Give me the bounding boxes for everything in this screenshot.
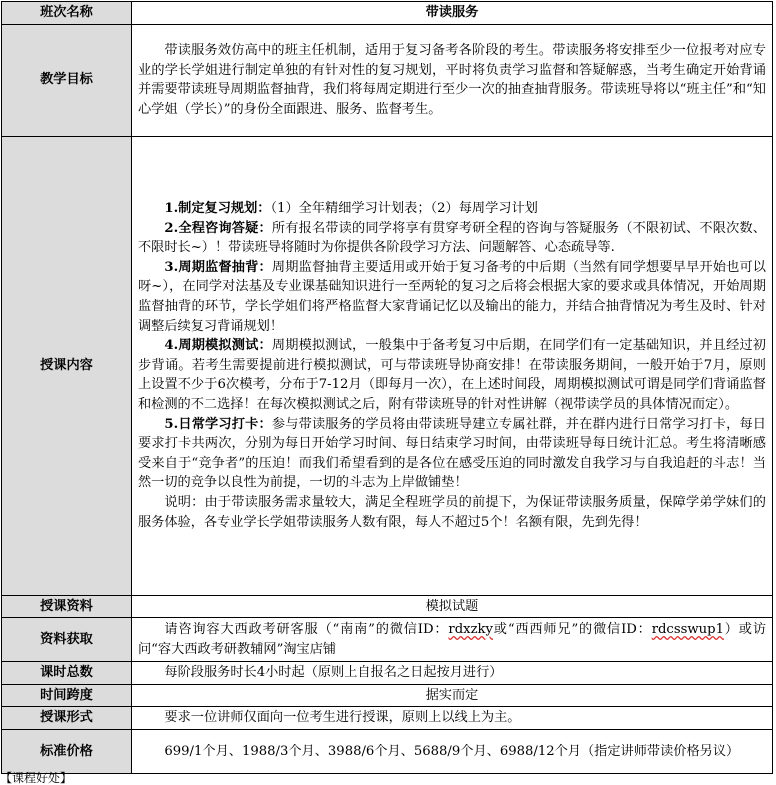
hours-label: 课时总数	[2, 662, 132, 685]
span-row	[2, 684, 773, 707]
materials-label: 授课资料	[2, 595, 132, 618]
content-cell	[132, 136, 773, 595]
span-value: 据实而定	[132, 684, 773, 707]
content-item-3-body: 周期监督抽背主要适用或开始于复习备考的中后期（当然有同学想要早早开始也可以呀~），在同学对法基及专业课基础知识进行一至两轮的复习之后将会根据大家的要求或具体情况，开始周期监督抽背的环节，学长学姐们将严格监督大家背诵记忆以及输出的能力，并结合抽背情况为考生及时、针对调整后续复习背诵规划！	[138, 259, 766, 334]
price-row	[2, 729, 773, 773]
content-row	[2, 136, 773, 595]
format-cell	[132, 707, 773, 730]
content-item-1-title: 1.制定复习规划：	[164, 201, 271, 217]
content-item-2-body: 所有报名带读的同学将享有贯穿考研全程的咨询与答疑服务（不限初试、不限次数、不限时长~）！带读班导将随时为你提供各阶段学习方法、问题解答、心态疏导等.	[138, 220, 766, 256]
access-text	[138, 620, 766, 659]
content-note: 说明：由于带读服务需求量较大，满足全程班学员的前提下，为保证带读服务质量，保障学弟学妹们的服务体验，各专业学长学姐带读服务人数有限，每人不超过5个！名额有限，先到先得！	[138, 494, 766, 530]
span-label: 时间跨度	[2, 684, 132, 707]
materials-row	[2, 595, 773, 618]
price-cell	[132, 729, 773, 773]
goal-cell	[132, 24, 773, 136]
content-item-4-body: 周期模拟测试，一般集中于备考复习中后期，在同学们有一定基础知识，并且经过初步背诵。若考生需要提前进行模拟测试，可与带读班导协商安排！在带读服务期间，一般开始于7月，原则上设置不少于6次模考，分布于7-12月（即每月一次），在上述时间段，周期模拟测试可谓是同学们背诵监督和检测的不二选择！在每次模拟测试之后，附有带读班导的针对性讲解（视带读学员的具体情况而定）。	[138, 338, 766, 412]
format-value: 要求一位讲师仅面向一位考生进行授课，原则上以线上为主。	[164, 710, 521, 726]
hours-cell	[132, 662, 773, 685]
access-text-a: 请咨询容大西政考研客服（“南南”的微信ID：	[164, 622, 449, 638]
goal-row	[2, 24, 773, 136]
access-text-c: ）或访问“容大西政考研教辅网”淘宝店铺	[138, 622, 767, 657]
content-item-4-title: 4.周期模拟测试：	[164, 338, 272, 354]
wechat-id-xixi: rdcsswup1	[651, 622, 724, 638]
footer-section-title: 【课程好处】	[0, 771, 73, 785]
content-item-5	[138, 415, 766, 493]
access-label: 资料获取	[2, 618, 132, 662]
header-row	[2, 2, 773, 25]
content-label: 授课内容	[2, 136, 132, 595]
content-item-3-title: 3.周期监督抽背：	[164, 259, 272, 275]
price-value: 699/1个月、1988/3个月、3988/6个月、5688/9个月、6988/12个月（指定讲师带读价格另议）	[164, 743, 740, 759]
access-cell	[132, 618, 773, 662]
hours-value: 每阶段服务时长4小时起（原则上自报名之日起按月进行）	[164, 665, 503, 681]
content-item-5-title: 5.日常学习打卡：	[164, 416, 272, 432]
price-label: 标准价格	[2, 729, 132, 773]
content-item-2	[138, 219, 766, 258]
content-item-3	[138, 258, 766, 336]
format-label: 授课形式	[2, 707, 132, 730]
content-item-2-title: 2.全程咨询答疑：	[164, 220, 272, 236]
wechat-id-nannan: rdxzky	[448, 622, 493, 638]
content-item-1-body: （1）全年精细学习计划表；（2）每周学习计划	[270, 201, 538, 217]
access-row	[2, 618, 773, 662]
materials-value: 模拟试题	[132, 595, 773, 618]
access-text-b: 或“西西师兄”的微信ID：	[492, 622, 652, 638]
goal-label: 教学目标	[2, 24, 132, 136]
content-item-1	[138, 199, 766, 219]
hours-row	[2, 662, 773, 685]
goal-text: 带读服务效仿高中的班主任机制，适用于复习备考各阶段的考生。带读服务将安排至少一位报考对应专业的学长学姐进行制定单独的有针对性的复习规划，平时将负责学习监督和答疑解惑，当考生确定开始背诵并需要带读班导周期监督抽背，我们将每周定期进行至少一次的抽查抽背服务。带读班导将以“班主任”和“知心学姐（学长）”的身份全面跟进、服务、监督考生。	[138, 42, 766, 117]
content-item-4	[138, 336, 766, 414]
course-info-table	[1, 1, 773, 774]
header-service-name: 带读服务	[132, 2, 773, 25]
content-item-5-body: 参与带读服务的学员将由带读班导建立专属社群，并在群内进行日常学习打卡，每日要求打卡共两次，分别为每日开始学习时间、每日结束学习时间，由带读班导每日统计汇总。考生将清晰感受来自于“竞争者”的压迫！而我们希望看到的是各位在感受压迫的同时激发自我学习与自我追赶的斗志！当然一切的竞争以良性为前提，一切的斗志为上岸做铺垫！	[138, 416, 766, 491]
format-row	[2, 707, 773, 730]
header-course-name: 班次名称	[2, 2, 132, 25]
